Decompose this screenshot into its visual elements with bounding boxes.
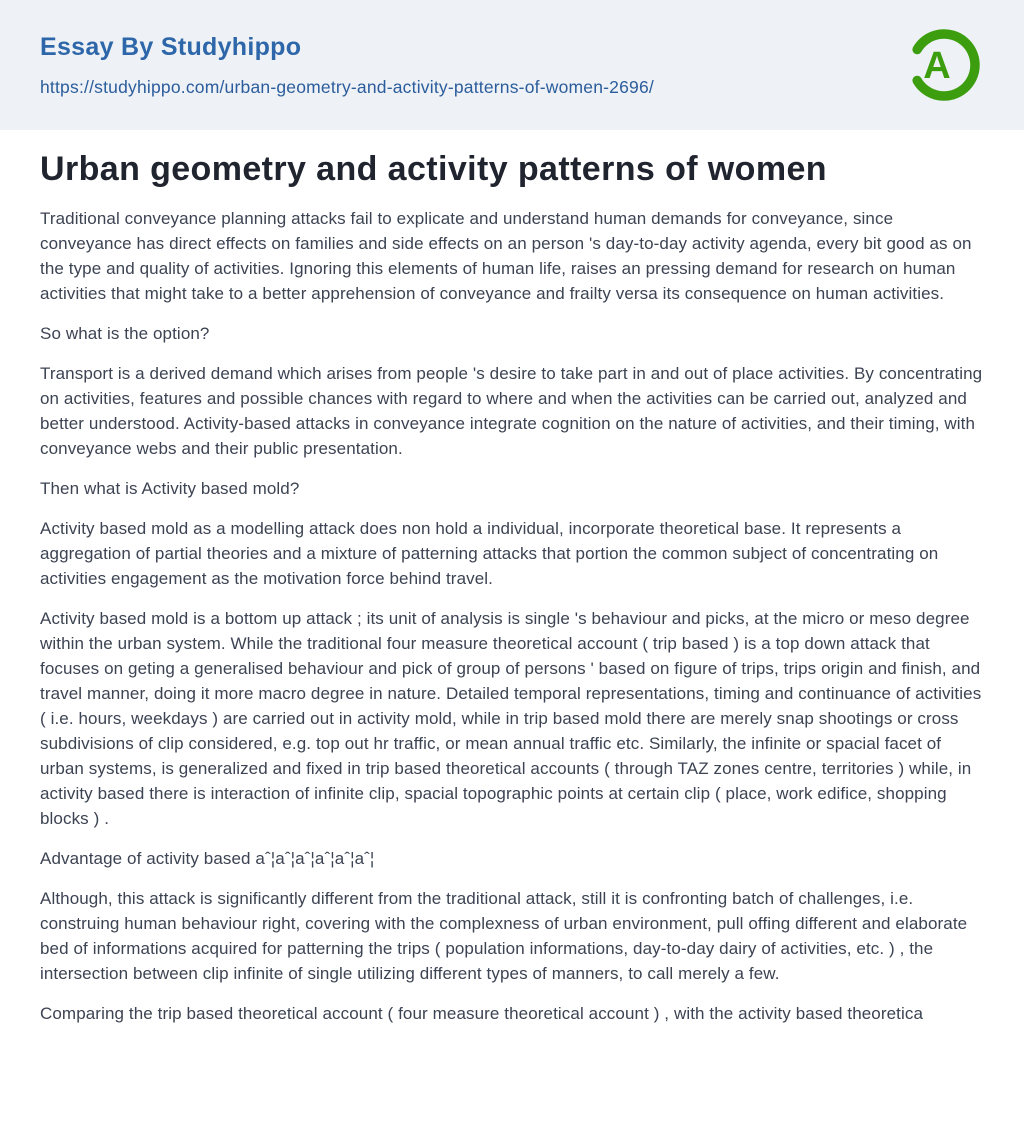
header-text-block bbox=[40, 33, 654, 98]
essay-paragraph-8: Although, this attack is significantly different from the traditional attack, still it is confronting batch of challenges, i.e. construing human behaviour right, covering with the complexness of urban environment, pull offing different and elaborate bed of informations acquired for patterning the trips ( population informations, day-to-day dairy of activities, etc. ) , the intersection between clip infinite of single utilizing different types of manners, to call merely a few. bbox=[40, 889, 968, 983]
site-header bbox=[0, 0, 1024, 130]
logo-letter: A bbox=[923, 45, 951, 87]
essay-url-link[interactable]: https://studyhippo.com/urban-geometry-and-activity-patterns-of-women-2696/ bbox=[40, 76, 654, 97]
essay-paragraph-6: Activity based mold is a bottom up attack ; its unit of analysis is single 's behaviour and picks, at the micro or meso degree within the urban system. While the traditional four measure theoretical account ( trip based ) is a top down attack that focuses on geting a generalised behaviour and pick of group of persons ' based on figure of trips, trips origin and finish, and travel manner, doing it more macro degree in nature. Detailed temporal representations, timing and continuance of activities ( i.e. hours, weekdays ) are carried out in activity mold, while in trip based mold there are merely snap shootings or cross subdivisions of clip considered, e.g. top out hr traffic, or mean annual traffic etc. Similarly, the infinite or spacial facet of urban systems, is generalized and fixed in trip based theoretical accounts ( through TAZ zones centre, territories ) while, in activity based there is interaction of infinite clip, spacial topographic points at certain clip ( place, work edifice, shopping blocks ) . bbox=[40, 609, 982, 828]
essay-paragraph-4: Then what is Activity based mold? bbox=[40, 479, 300, 498]
essay-paragraph-3: Transport is a derived demand which arises from people 's desire to take part in and out of place activities. By concentrating on activities, features and possible chances with regard to where and when the activities can be carried out, analyzed and better understood. Activity-based attacks in conveyance integrate cognition on the nature of activities, and their timing, with conveyance webs and their public presentation. bbox=[40, 364, 983, 458]
essay-paragraph-7: Advantage of activity based aˆ¦aˆ¦aˆ¦aˆ¦aˆ¦aˆ¦ bbox=[40, 849, 375, 868]
site-title: Essay By Studyhippo bbox=[40, 32, 302, 61]
essay-paragraph-5: Activity based mold as a modelling attack does non hold a individual, incorporate theoretical base. It represents a aggregation of partial theories and a mixture of patterning attacks that portion the common subject of concentrating on activities engagement as the motivation force behind travel. bbox=[40, 519, 939, 588]
essay-paragraph-2: So what is the option? bbox=[40, 324, 210, 343]
essay-paragraph-1: Traditional conveyance planning attacks fail to explicate and understand human demands for conveyance, since conveyance has direct effects on families and side effects on an person 's day-to-day activity agenda, every bit good as on the type and quality of activities. Ignoring this elements of human life, raises an pressing demand for research on human activities that might take to a better apprehension of conveyance and frailty versa its consequence on human activities. bbox=[40, 209, 972, 303]
page-title: Urban geometry and activity patterns of women bbox=[40, 150, 827, 188]
essay-paragraph-9: Comparing the trip based theoretical account ( four measure theoretical account ) , with the activity based theoretica bbox=[40, 1004, 924, 1023]
essay-content bbox=[0, 130, 1024, 1026]
studyhippo-logo-icon bbox=[900, 25, 980, 105]
